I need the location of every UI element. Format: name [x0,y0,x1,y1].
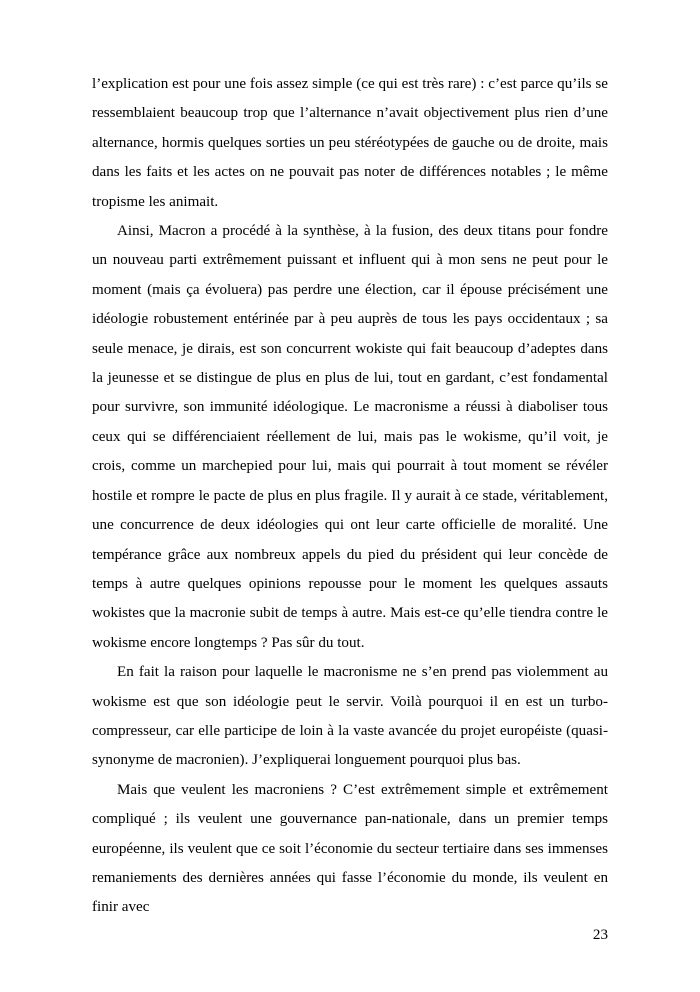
paragraph-macron-synthese: Ainsi, Macron a procédé à la synthèse, à la fusion, des deux titans pour fondre un nouveau parti extrêmement puissant et influent qui à mon sens ne peut pour le moment (mais ça évoluera) pas perdre une élection, car il épouse précisément une idéologie robustement entérinée par à peu auprès de tous les pays occidentaux ; sa seule menace, je dirais, est son concurrent wokiste qui fait beaucoup d’adeptes dans la jeunesse et se distingue de plus en plus de lui, tout en gardant, c’est fondamental pour survivre, son immunité idéologique. Le macronisme a réussi à diaboliser tous ceux qui se différenciaient réellement de lui, mais pas le wokisme, qu’il voit, je crois, comme un marchepied pour lui, mais qui pourrait à tout moment se révéler hostile et rompre le pacte de plus en plus fragile. Il y aurait à ce stade, véritablement, une concurrence de deux idéologies qui ont leur carte officielle de moralité. Une tempérance grâce aux nombreux appels du pied du président qui leur concède de temps à autre quelques opinions repousse pour le moment les quelques assauts wokistes que la macronie subit de temps à autre. Mais est-ce qu’elle tiendra contre le wokisme encore longtemps ? Pas sûr du tout. [92,223,608,651]
paragraph-raison: En fait la raison pour laquelle le macronisme ne s’en prend pas violemment au wokisme est que son idéologie peut le servir. Voilà pourquoi il en est un turbo-compresseur, car elle participe de loin à la vaste avancée du projet européiste (quasi-synonyme de macronien). J’expliquerai longuement pourquoi plus bas. [92,664,608,769]
page-body-text [92,70,608,923]
paragraph-macroniens: Mais que veulent les macroniens ? C’est extrêmement simple et extrêmement compliqué ; ils veulent une gouvernance pan-nationale, dans un premier temps européenne, ils veulent que ce soit l’économie du secteur tertiaire dans ses immenses remaniements des dernières années qui fasse l’économie du monde, ils veulent en finir avec [92,781,608,916]
paragraph-continued: l’explication est pour une fois assez simple (ce qui est très rare) : c’est parce qu’ils se ressemblaient beaucoup trop que l’alternance n’avait objectivement plus rien d’une alternance, hormis quelques sorties un peu stéréotypées de gauche ou de droite, mais dans les faits et les actes on ne pouvait pas noter de différences notables ; le même tropisme les animait. [92,76,608,210]
page-number: 23 [592,927,608,943]
